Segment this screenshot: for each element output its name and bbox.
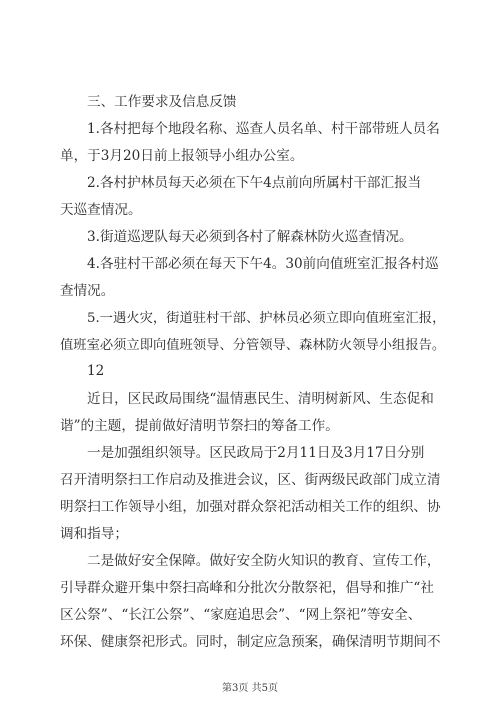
- paragraph-line: 区公祭”、“长江公祭”、“家庭追思会”、“网上祭祀”等安全、: [60, 607, 422, 623]
- paragraph-line: 值班室必须立即向值班领导、分管领导、森林防火领导小组报告。: [60, 338, 446, 353]
- section-number: 12: [87, 363, 105, 379]
- paragraph-line: 3.街道巡逻队每天必须到各村了解森林防火巡查情况。: [87, 229, 413, 245]
- paragraph-line: 2.各村护林员每天必须在下午4点前向所属村干部汇报当: [87, 175, 422, 191]
- paragraph-line: 4.各驻村干部必须在每天下午4。30前向值班室汇报各村巡: [87, 256, 439, 272]
- paragraph-line: 1.各村把每个地段名称、巡查人员名单、村干部带班人员名: [87, 121, 440, 137]
- paragraph-line: 召开清明祭扫工作启动及推进会议，区、街两级民政部门成立清: [60, 472, 441, 488]
- paragraph-line: 天巡查情况。: [60, 202, 142, 218]
- paragraph-line: 近日，区民政局围绕“温情惠民生、清明树新风、生态促和: [87, 391, 434, 407]
- section-heading: 三、工作要求及信息反馈: [87, 94, 237, 110]
- paragraph-line: 查情况。: [60, 283, 115, 299]
- paragraph-line: 明祭扫工作领导小组，加强对群众祭祀活动相关工作的组织、协: [60, 499, 441, 515]
- paragraph-line: 5.一遇火灾，街道驻村干部、护林员必须立即向值班室汇报，: [87, 311, 446, 326]
- paragraph-line: 单，于3月20日前上报领导小组办公室。: [60, 148, 304, 164]
- paragraph-line: 一是加强组织领导。区民政局于2月11日及3月17日分别: [87, 445, 425, 461]
- paragraph-line: 调和指导；: [60, 526, 128, 542]
- page-footer: 第3页 共5页: [222, 683, 278, 694]
- paragraph-line: 环保、健康祭祀形式。同时，制定应急预案，确保清明节期间不: [60, 634, 441, 650]
- paragraph-line: 谐”的主题，提前做好清明节祭扫的筹备工作。: [60, 418, 339, 434]
- paragraph-line: 二是做好安全保障。做好安全防火知识的教育、宣传工作，: [87, 553, 441, 569]
- paragraph-line: 引导群众避开集中祭扫高峰和分批次分散祭祀，倡导和推广“社: [60, 580, 434, 596]
